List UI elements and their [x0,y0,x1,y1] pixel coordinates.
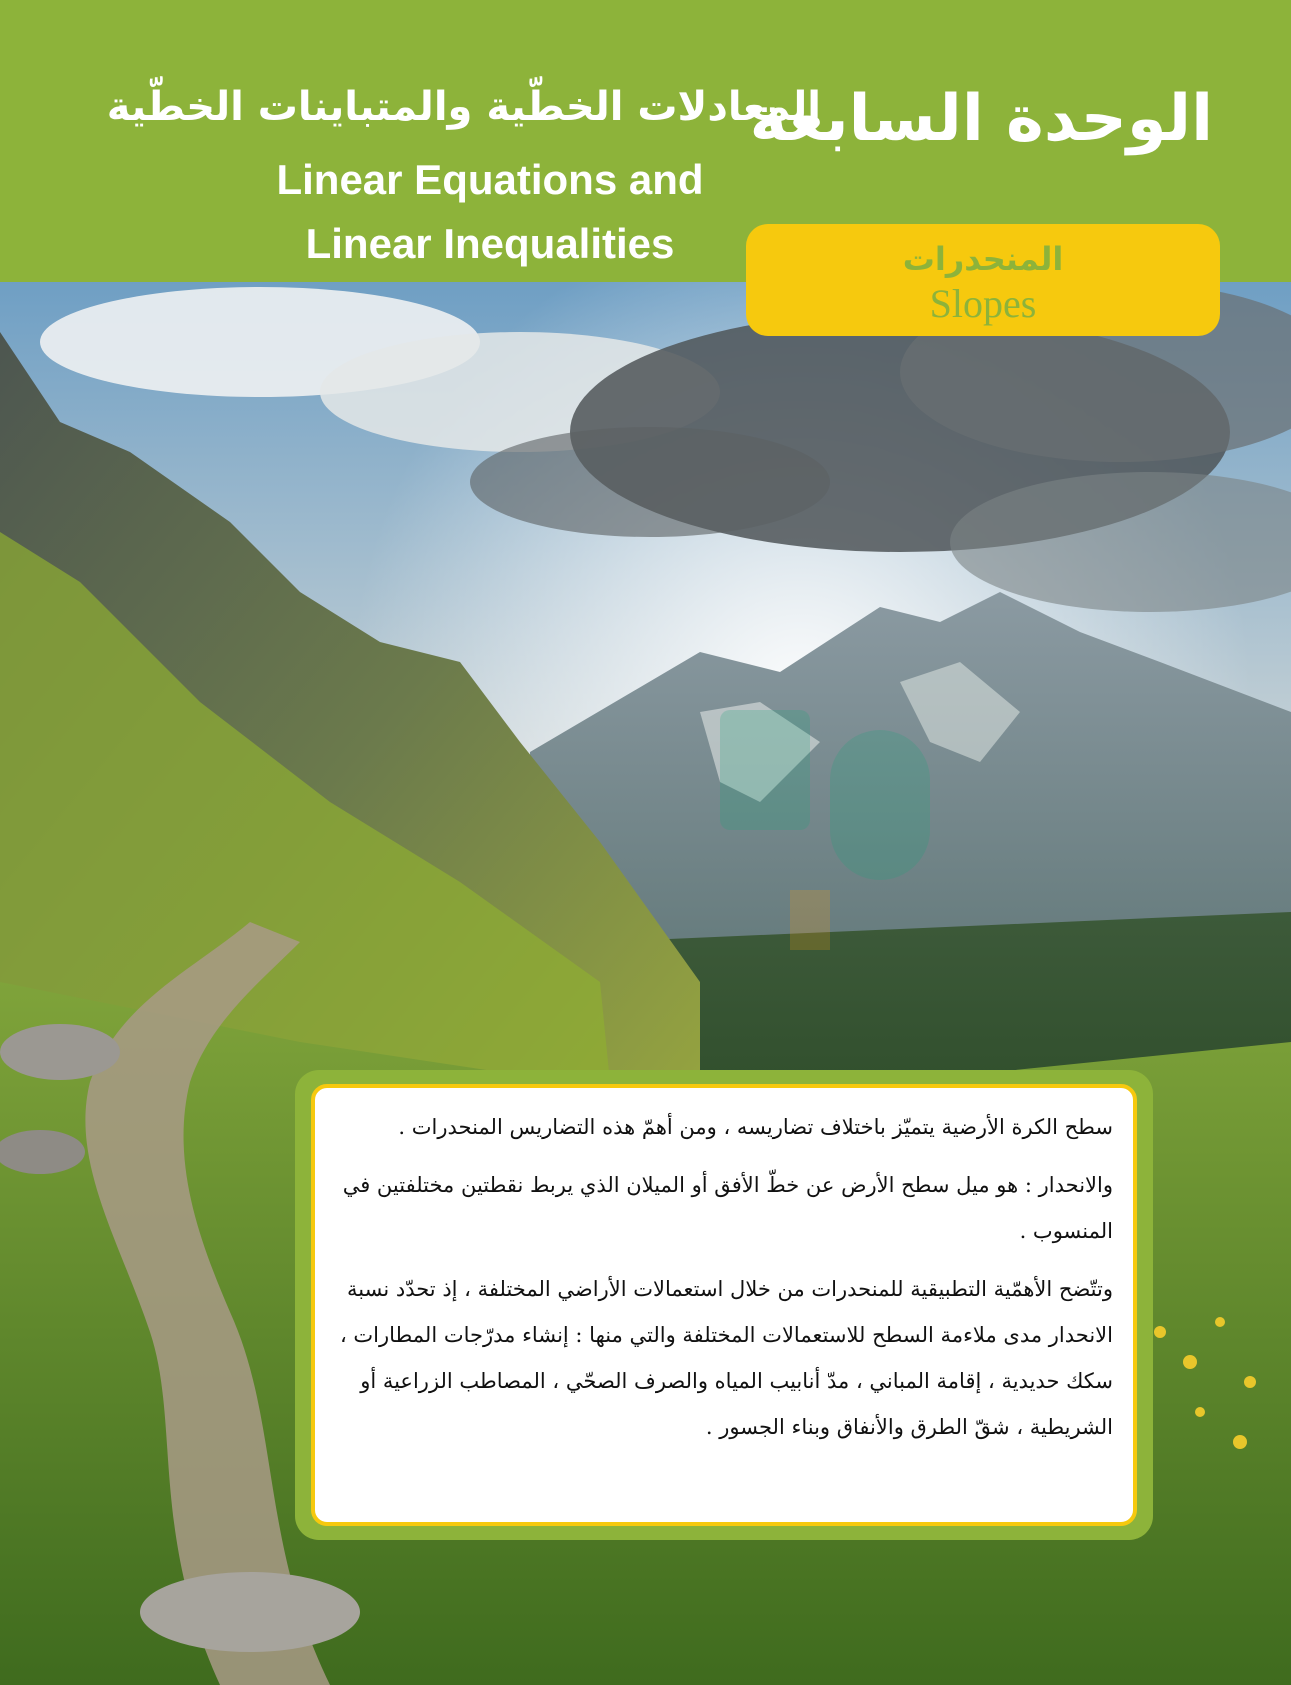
english-title-line2: Linear Inequalities [305,220,675,267]
intro-textbox [295,1070,1153,1540]
english-title-line1: Linear Equations and [276,156,704,203]
intro-paragraph-3: وتتّضح الأهمّية التطبيقية للمنحدرات من خلال استعمالات الأراضي المختلفة ، إذ تحدّد نسبة الانحدار مدى ملاءمة السطح للاستعمالات المختلفة والتي منها : إنشاء مدرّجات المطارات ، سكك حديدية ، إقامة المباني ، مدّ أنابيب المياه والصرف الصحّي ، المصاطب الزراعية أو الشريطية ، شقّ الطرق والأنفاق وبناء الجسور . [339,1277,1113,1439]
arabic-subtitle: المعادلات الخطّية والمتباينات الخطّية [106,84,821,130]
intro-paragraph-1: سطح الكرة الأرضية يتميّز باختلاف تضاريسه ، ومن أهمّ هذه التضاريس المنحدرات . [398,1115,1113,1139]
unit-title: الوحدة السابعة [749,82,1213,156]
lesson-tag [746,224,1220,336]
english-title [210,148,770,276]
intro-textbox-content [311,1084,1137,1526]
intro-paragraph-2: والانحدار : هو ميل سطح الأرض عن خطّ الأفق أو الميلان الذي يربط نقطتين مختلفتين في المنسوب . [342,1173,1113,1243]
lesson-title-arabic: المنحدرات [902,240,1064,278]
lesson-title-english: Slopes [929,281,1037,326]
